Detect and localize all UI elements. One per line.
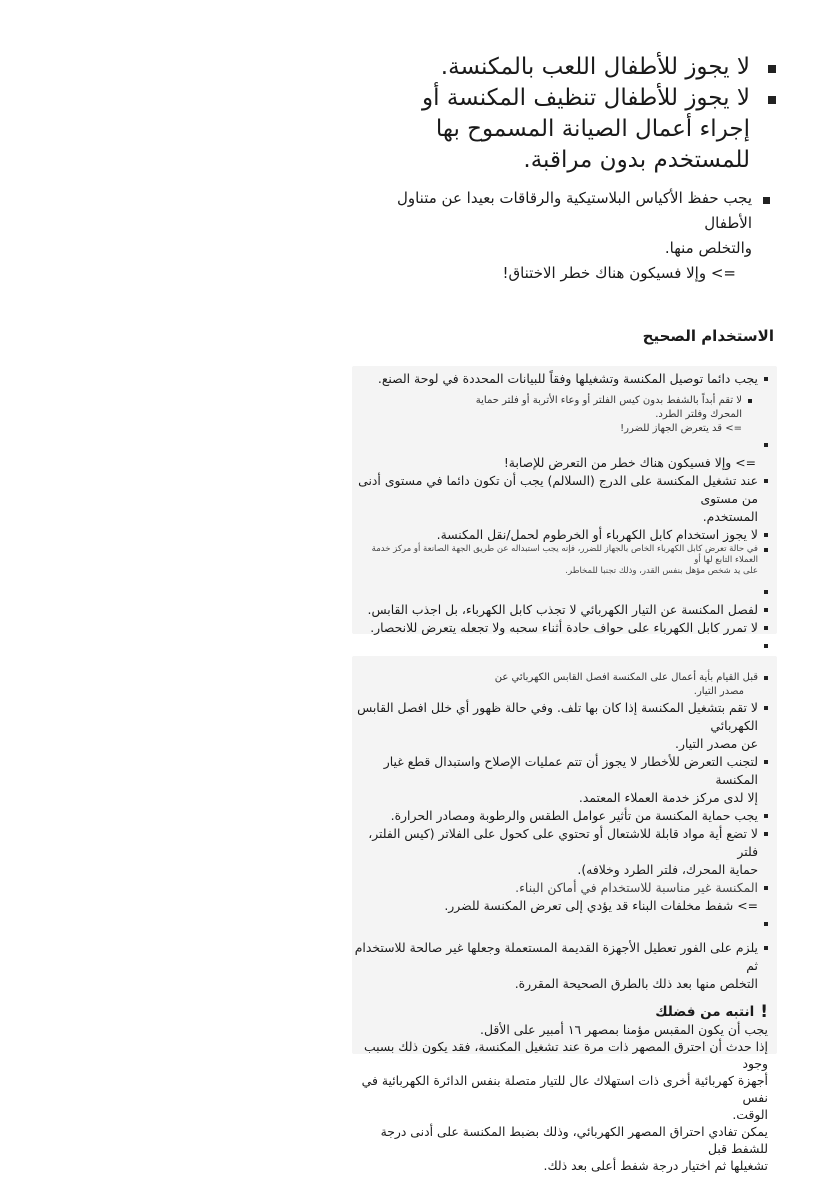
suffocation-warning: => وإلا فسيكون هناك خطر الاختناق! xyxy=(502,264,736,282)
note-line: يجب أن يكون المقبس مؤمنا بمصهر ١٦ أمبير على الأقل. xyxy=(480,1022,768,1037)
note-title xyxy=(348,1003,768,1021)
list-item xyxy=(362,52,782,83)
list-text: المستخدم. xyxy=(702,509,758,524)
large-warnings xyxy=(362,52,782,176)
list-text: يجب دائما توصيل المكنسة وتشغيلها وفقاً للبيانات المحددة في لوحة الصنع. xyxy=(377,371,758,386)
list-text: لا تقم أبداً بالشفط بدون كيس الفلتر أو وعاء الأتربة أو فلتر حماية xyxy=(475,395,742,406)
list-item xyxy=(348,915,768,933)
list-text: لا تضع أية مواد قابلة للاشتعال أو تحتوي على كحول على الفلاتر (كيس الفلتر، فلتر xyxy=(368,826,758,859)
section-heading: الاستخدام الصحيح xyxy=(642,327,774,345)
warning-text: للمستخدم بدون مراقبة. xyxy=(523,147,750,173)
warning-text: والتخلص منها. xyxy=(664,239,752,257)
list-text: عند تشغيل المكنسة على الدرج (السلالم) يجب أن تكون دائما في مستوى أدنى من مستوى xyxy=(358,473,758,506)
list-text: على يد شخص مؤهل بنفس القدر، وذلك تجنبا للمخاطر. xyxy=(565,566,758,576)
bullet-icon xyxy=(764,533,768,537)
warning-text: لا يجوز للأطفال تنظيف المكنسة أو xyxy=(422,85,750,111)
warning-text: إجراء أعمال الصيانة المسموح بها xyxy=(435,116,750,142)
list-item xyxy=(362,83,782,176)
list-text: حماية المحرك، فلتر الطرد وخلافه). xyxy=(577,862,758,877)
list-item xyxy=(348,897,768,915)
bullet-square-icon xyxy=(768,65,776,73)
plastic-bags-warning xyxy=(352,186,772,286)
bullet-icon xyxy=(764,644,768,648)
exclamation-icon: ! xyxy=(760,1002,768,1022)
list-text: لا تقم بتشغيل المكنسة إذا كان بها تلف. وفي حالة ظهور أي خلل افصل القابس الكهربائي xyxy=(357,700,758,733)
list-text: إلا لدى مركز خدمة العملاء المعتمد. xyxy=(578,790,758,805)
bullet-icon xyxy=(764,760,768,764)
list-item xyxy=(348,436,768,454)
list-text: => شفط مخلفات البناء قد يؤدي إلى تعرض المكنسة للضرر. xyxy=(444,898,758,913)
list-item xyxy=(348,825,768,879)
proper-use-list xyxy=(348,370,768,1174)
list-text: مصدر التيار. xyxy=(693,686,744,697)
note-line: يمكن تفادي احتراق المصهر الكهربائي، وذلك بضبط المكنسة على أدنى درجة للشفط قبل xyxy=(380,1124,768,1156)
list-item xyxy=(348,544,768,577)
list-text: لتجنب التعرض للأخطار لا يجوز أن تتم عمليات الإصلاح واستبدال قطع غيار المكنسة xyxy=(383,754,758,787)
list-item xyxy=(348,753,768,807)
list-text: المحرك وفلتر الطرد. xyxy=(655,409,742,420)
bullet-icon xyxy=(764,922,768,926)
list-item xyxy=(348,939,768,993)
list-item xyxy=(348,394,768,436)
bullet-icon xyxy=(764,946,768,950)
list-text: => وإلا فسيكون هناك خطر من التعرض للإصابة! xyxy=(503,455,756,470)
bullet-icon xyxy=(764,814,768,818)
list-text: لفصل المكنسة عن التيار الكهربائي لا تجذب كابل الكهرباء، بل اجذب القابس. xyxy=(367,602,758,617)
bullet-icon xyxy=(764,626,768,630)
bullet-icon xyxy=(764,608,768,612)
bullet-icon xyxy=(764,676,768,680)
list-text: التخلص منها بعد ذلك بالطرق الصحيحة المقررة. xyxy=(514,976,758,991)
list-item xyxy=(348,879,768,897)
bullet-icon xyxy=(748,399,752,403)
note-line: تشغيلها ثم اختيار درجة شفط أعلى بعد ذلك. xyxy=(543,1158,768,1173)
list-item xyxy=(348,472,768,526)
list-text: يلزم على الفور تعطيل الأجهزة القديمة المستعملة وجعلها غير صالحة للاستخدام ثم xyxy=(354,940,758,973)
note-line: الوقت. xyxy=(732,1107,768,1122)
bullet-square-icon xyxy=(768,96,776,104)
list-item xyxy=(348,601,768,619)
bullet-icon xyxy=(764,479,768,483)
bullet-icon xyxy=(764,548,768,552)
list-item xyxy=(352,186,772,261)
list-item xyxy=(348,807,768,825)
list-item xyxy=(348,699,768,753)
list-text: في حالة تعرض كابل الكهرباء الخاص بالجهاز للضرر، فإنه يجب استبداله عن طريق الجهة الصانعة أو مركز خدمة العملاء التابع لها أو xyxy=(371,544,758,565)
list-text: عن مصدر التيار. xyxy=(675,736,758,751)
list-text: قبل القيام بأية أعمال على المكنسة افصل القابس الكهربائي عن xyxy=(494,672,758,683)
list-item xyxy=(348,583,768,601)
note-title-text: انتبه من فضلك xyxy=(655,1004,755,1020)
note-line: إذا حدث أن احترق المصهر ذات مرة عند تشغيل المكنسة، فقد يكون ذلك بسبب وجود xyxy=(363,1039,768,1071)
list-item xyxy=(348,526,768,544)
list-text: لا تمرر كابل الكهرباء على حواف حادة أثناء سحبه ولا تجعله يتعرض للانحصار. xyxy=(370,620,758,635)
bullet-icon xyxy=(764,443,768,447)
list-text: لا يجوز استخدام كابل الكهرباء أو الخرطوم لحمل/نقل المكنسة. xyxy=(436,527,758,542)
warning-text: يجب حفظ الأكياس البلاستيكية والرقاقات بعيدا عن متناول الأطفال xyxy=(396,189,752,232)
list-item xyxy=(348,619,768,637)
bullet-square-icon xyxy=(763,197,770,204)
list-text: المكنسة غير مناسبة للاستخدام في أماكن البناء. xyxy=(515,880,758,895)
bullet-icon xyxy=(764,832,768,836)
list-item xyxy=(348,370,768,388)
bullet-icon xyxy=(764,590,768,594)
list-text: => قد يتعرض الجهاز للضرر! xyxy=(620,423,742,434)
list-item xyxy=(348,671,768,699)
note-body xyxy=(348,1021,768,1174)
bullet-icon xyxy=(764,706,768,710)
bullet-icon xyxy=(764,377,768,381)
note-line: أجهزة كهربائية أخرى ذات استهلاك عال للتيار متصلة بنفس الدائرة الكهربائية في نفس xyxy=(361,1073,768,1105)
list-item xyxy=(348,454,768,472)
warning-text: لا يجوز للأطفال اللعب بالمكنسة. xyxy=(440,54,750,80)
list-item xyxy=(348,637,768,655)
list-text: يجب حماية المكنسة من تأثير عوامل الطقس والرطوبة ومصادر الحرارة. xyxy=(390,808,758,823)
bullet-icon xyxy=(764,886,768,890)
